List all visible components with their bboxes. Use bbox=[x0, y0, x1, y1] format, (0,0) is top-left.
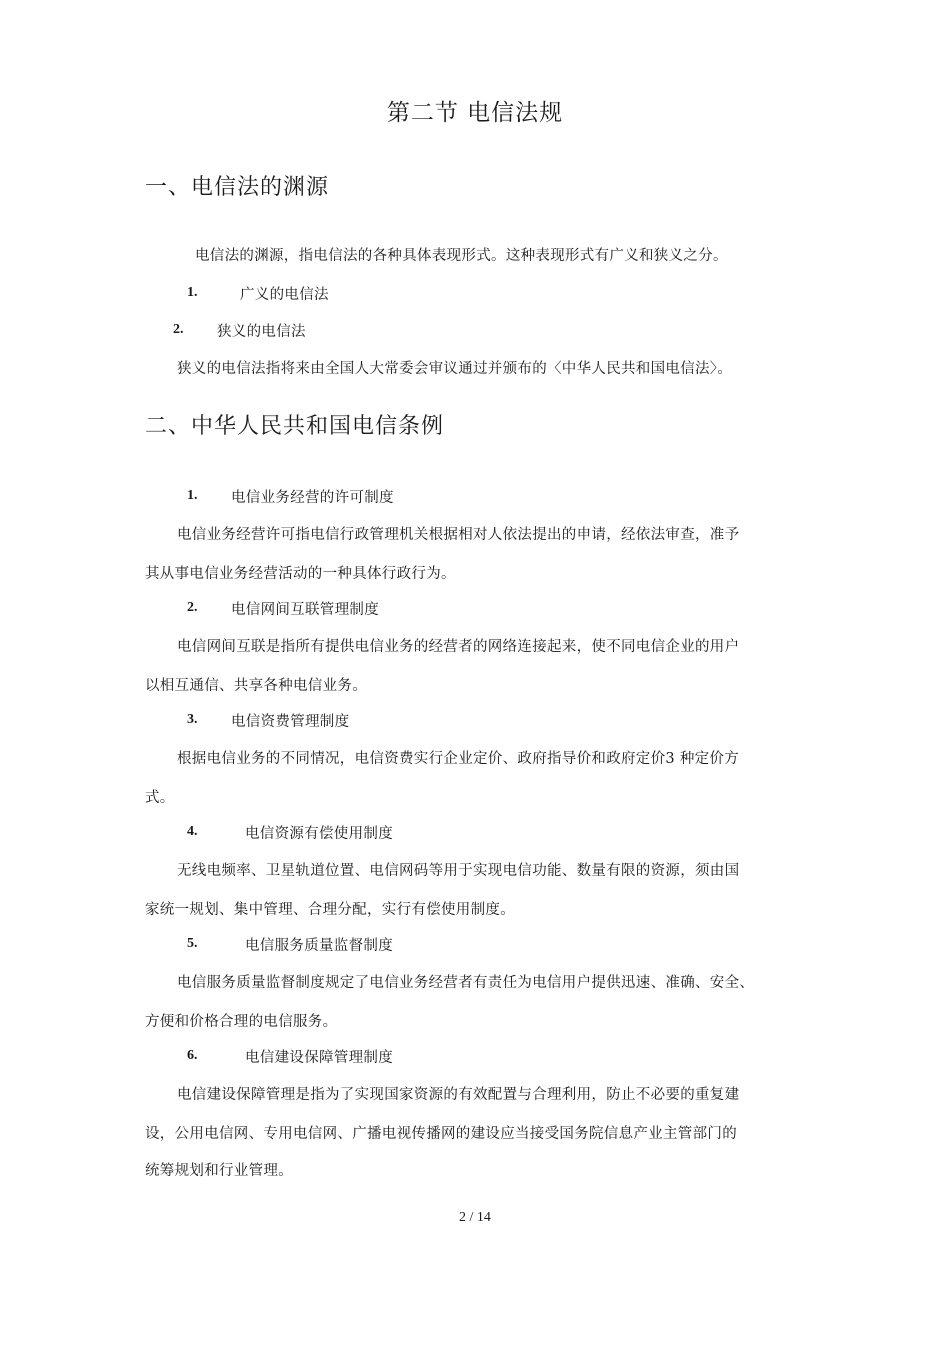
paragraph-line: 电信业务经营许可指电信行政管理机关根据相对人依法提出的申请，经依法审查，准予 bbox=[177, 527, 740, 543]
section1-narrow-desc: 狭义的电信法指将来由全国人大常委会审议通过并颁布的〈中华人民共和国电信法〉。 bbox=[177, 361, 733, 377]
list-item-number: 1. bbox=[187, 488, 198, 503]
list-item-number: 3. bbox=[187, 712, 198, 727]
list-item-label: 电信业务经营的许可制度 bbox=[231, 490, 394, 506]
list-item-number: 2. bbox=[187, 600, 198, 615]
list-item-label: 电信服务质量监督制度 bbox=[245, 938, 393, 954]
paragraph-line: 无线电频率、卫星轨道位置、电信网码等用于实现电信功能、数量有限的资源，须由国 bbox=[177, 863, 740, 879]
section-heading-1: 一、电信法的渊源 bbox=[145, 175, 330, 200]
list-item-number: 4. bbox=[187, 824, 198, 839]
paragraph-line: 电信建设保障管理是指为了实现国家资源的有效配置与合理利用，防止不必要的重复建 bbox=[177, 1087, 740, 1103]
paragraph-line: 电信服务质量监督制度规定了电信业务经营者有责任为电信用户提供迅速、准确、安全、 bbox=[177, 975, 755, 991]
list-item-number: 2. bbox=[173, 322, 184, 337]
section1-intro: 电信法的渊源，指电信法的各种具体表现形式。这种表现形式有广义和狭义之分。 bbox=[195, 248, 728, 264]
paragraph-line: 设，公用电信网、专用电信网、广播电视传播网的建设应当接受国务院信息产业主管部门的 bbox=[145, 1126, 737, 1142]
list-item-number: 6. bbox=[187, 1048, 198, 1063]
list-item-label: 狭义的电信法 bbox=[217, 324, 306, 340]
list-item-number: 1. bbox=[187, 285, 198, 300]
page-title: 第二节 电信法规 bbox=[386, 100, 564, 126]
paragraph-line: 方便和价格合理的电信服务。 bbox=[145, 1014, 338, 1030]
paragraph-line: 家统一规划、集中管理、合理分配，实行有偿使用制度。 bbox=[145, 902, 515, 918]
paragraph-line: 电信网间互联是指所有提供电信业务的经营者的网络连接起来，使不同电信企业的用户 bbox=[177, 639, 740, 655]
list-item-label: 广义的电信法 bbox=[240, 287, 329, 303]
list-item-label: 电信建设保障管理制度 bbox=[245, 1050, 393, 1066]
list-item-label: 电信网间互联管理制度 bbox=[231, 602, 379, 618]
paragraph-line: 统筹规划和行业管理。 bbox=[145, 1163, 293, 1179]
section-heading-2: 二、中华人民共和国电信条例 bbox=[145, 414, 445, 439]
list-item-label: 电信资费管理制度 bbox=[231, 714, 350, 730]
paragraph-line: 式。 bbox=[145, 790, 175, 806]
page-number: 2 / 14 bbox=[459, 1210, 491, 1225]
paragraph-line: 其从事电信业务经营活动的一种具体行政行为。 bbox=[145, 566, 456, 582]
list-item-label: 电信资源有偿使用制度 bbox=[245, 826, 393, 842]
list-item-number: 5. bbox=[187, 936, 198, 951]
paragraph-line: 根据电信业务的不同情况，电信资费实行企业定价、政府指导价和政府定价3 种定价方 bbox=[177, 751, 740, 767]
paragraph-line: 以相互通信、共享各种电信业务。 bbox=[145, 678, 367, 694]
